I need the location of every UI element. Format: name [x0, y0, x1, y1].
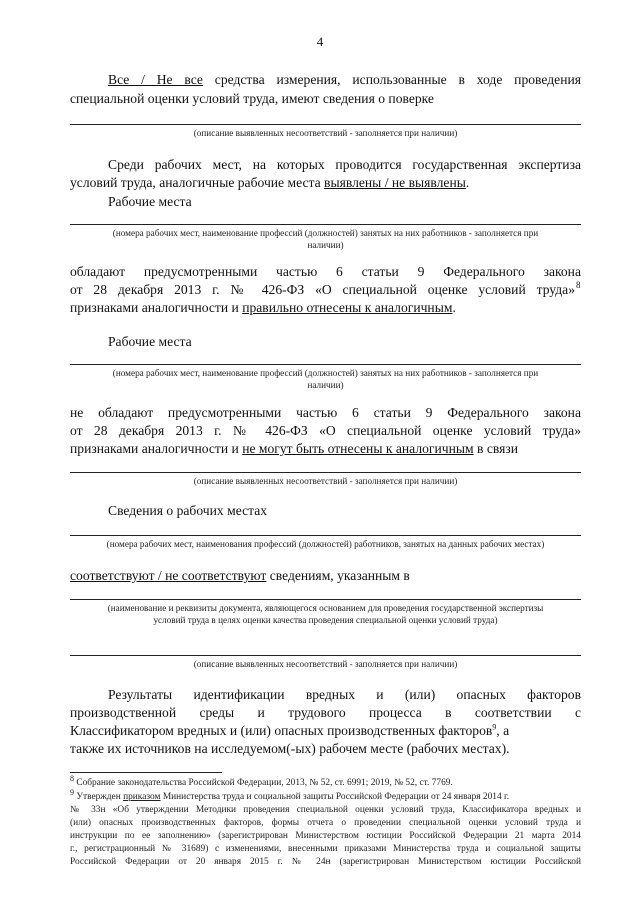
footnote-9-line-6: Российской Федерации от 20 января 2015 г. № 24н (зарегистрирован Министерством юстиции Российской: [70, 857, 581, 867]
fill-line: [70, 124, 581, 125]
page-number: 4: [316, 34, 324, 49]
correspond-choice: соответствуют / не соответствуют: [70, 568, 267, 583]
footnote-9-line-1: $^9$ Утвержден приказом Министерства труда и социальной защиты Российской Федерации от 24 января 2014 г.: [70, 787, 510, 802]
verification-line-1: Все / Не все средства измерения, использованные в ходе проведения: [108, 72, 581, 87]
caption-line-2: условий труда в целях оценки качества проведения специальной оценки условий труда): [153, 615, 498, 625]
expertise-line-2: условий труда, аналогичные рабочие места выявлены / не выявлены.: [70, 175, 470, 190]
fill-line: [70, 535, 581, 536]
fill-line: [70, 224, 581, 225]
fill-line: [70, 655, 581, 656]
footnote-ref-8: 8: [576, 280, 581, 290]
caption: (номера рабочих мест, наименования профессий (должностей) работников, занятых на данных рабочих местах): [106, 539, 545, 549]
found-not-found-choice: выявлены / не выявлены: [324, 175, 466, 190]
cannot-be-assigned-text: не могут быть отнесены к аналогичным: [242, 441, 474, 456]
fill-line: [70, 472, 581, 473]
caption-line-3: (описание выявленных несоответствий - заполняется при наличии): [193, 659, 458, 669]
workplace-info-label: Сведения о рабочих местах: [108, 503, 268, 518]
results-line-1: Результаты идентификации вредных и (или) опасных факторов: [108, 687, 581, 702]
possess-line-1: обладают предусмотренными частью 6 статьи 9 Федерального закона: [70, 264, 581, 279]
fill-line: [70, 599, 581, 600]
caption-line-1: (номера рабочих мест, наименование профессий (должностей) занятых на них работников - заполняется при: [112, 228, 539, 238]
caption-line-1: (номера рабочих мест, наименование профессий (должностей) занятых на них работников - заполняется при: [112, 368, 539, 378]
expertise-line-1: Среди рабочих мест, на которых проводится государственная экспертиза: [108, 157, 581, 172]
not-possess-line-2: от 28 декабря 2013 г. № 426-ФЗ «О специальной оценке условий труда»: [70, 423, 581, 438]
footnote-9-line-3: (или) опасных производственных факторов, формы отчета о проведении специальной оценки условий труда и: [70, 818, 581, 828]
possess-line-3: признаками аналогичности и правильно отнесены к аналогичным.: [70, 300, 456, 315]
workplaces-label: Рабочие места: [108, 194, 192, 209]
footnote-ref-9: 9: [492, 722, 497, 732]
results-line-3: Классификатором вредных и (или) опасных производственных факторов$^9$, а: [70, 722, 510, 738]
footnote-9-line-5: г., регистрационный № 31689) с изменениями, внесенными приказами Министерства труда и социальной защиты: [70, 844, 581, 854]
footnote-separator: [70, 772, 222, 773]
order-link[interactable]: приказом: [123, 792, 161, 802]
footnote-9-line-2: № 33н «Об утверждении Методики проведения специальной оценки условий труда, Классификатора вредных и: [70, 805, 581, 815]
fill-line: [70, 364, 581, 365]
footnote-8: $^8$ Собрание законодательства Российской Федерации, 2013, № 52, ст. 6991; 2019, № 52, ст. 7769.: [70, 773, 453, 788]
workplaces-label-2: Рабочие места: [108, 334, 192, 349]
caption-line-2: наличии): [307, 240, 344, 250]
not-possess-line-3: признаками аналогичности и не могут быть отнесены к аналогичным в связи: [70, 441, 518, 456]
results-line-4: также их источников на исследуемом(-ых) рабочем месте (рабочих местах).: [70, 741, 510, 756]
all-not-all-choice: Все / Не все: [108, 72, 203, 87]
results-line-2: производственной среды и трудового процесса в соответствии с: [70, 705, 581, 720]
correctly-assigned-text: правильно отнесены к аналогичным: [242, 300, 453, 315]
caption-line-1: (наименование и реквизиты документа, являющегося основанием для проведения государственной экспертизы: [107, 603, 544, 613]
possess-line-2: от 28 декабря 2013 г. № 426-ФЗ «О специальной оценке условий труда»: [70, 282, 575, 297]
caption: (описание выявленных несоответствий - заполняется при наличии): [193, 476, 458, 486]
not-possess-line-1: не обладают предусмотренными частью 6 статьи 9 Федерального закона: [70, 405, 581, 420]
caption: (описание выявленных несоответствий - заполняется при наличии): [193, 128, 458, 138]
caption-line-2: наличии): [307, 380, 344, 390]
correspond-line: соответствуют / не соответствуют сведениям, указанным в: [70, 568, 410, 583]
footnote-9-line-4: инструкции по ее заполнению» (зарегистрирован Министерством юстиции Российской Федерации 21 марта 2014: [70, 831, 581, 841]
verification-line-2: специальной оценки условий труда, имеют сведения о поверке: [70, 91, 434, 106]
